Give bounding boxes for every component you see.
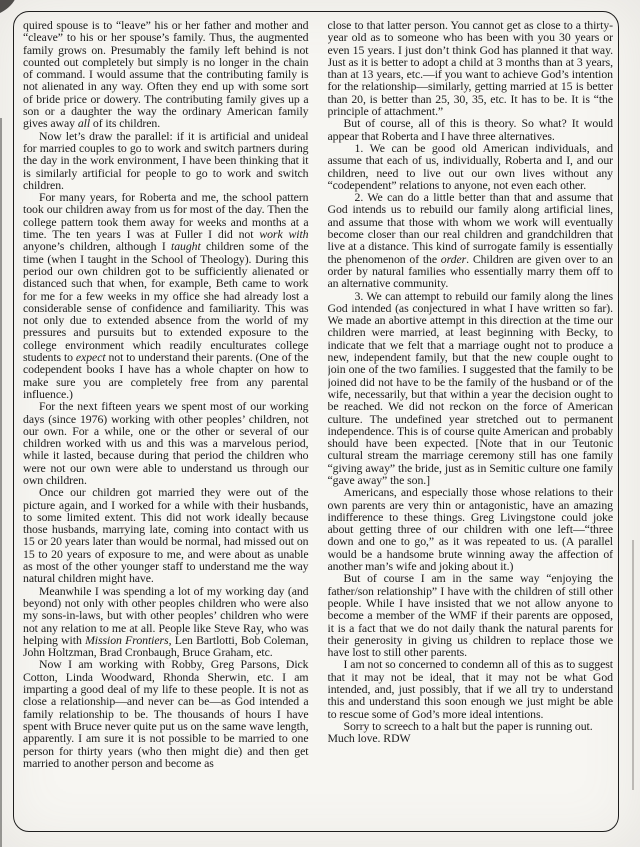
text-run: For many years, for Roberta and me, the school pattern took our children away from us for most of the day. Then the college pattern took them away for weeks and months at a time. The ten years I was at Fuller I did not <box>23 190 309 242</box>
paragraph <box>328 732 614 744</box>
text-run: not to understand their parents. (One of the codependent books I have has a whole chapter on how to make sure you are completely free from any parental influence.) <box>23 350 309 401</box>
text-run: But of course, all of this is theory. So what? It would appear that Roberta and I have three alternatives. <box>327 116 613 143</box>
paragraph <box>328 19 614 117</box>
text-run: For the next fifteen years we spent most of our working days (since 1976) working with other peoples’ children, not our own. For a while, one or the other or several of our children worked with us and this was a marvelous period, while it lasted, because during that period the children who were not our own were able to understand us through our own children. <box>23 399 309 487</box>
text-run: Once our children got married they were out of the picture again, and I worked for a while with their husbands, to some limited extent. This did not work ideally because those husbands, marrying late, coming into contact with us 15 or 20 years later than would be normal, had missed out on 15 to 20 years of exposure to me, and were about as unable as most of the other younger staff to understand me the way natural children might have. <box>23 485 309 586</box>
paragraph <box>23 191 309 400</box>
text-run: 1. We can be good old American individuals, and assume that each of us, individually, Roberta and I, and our children, need to live out our own lives without any “codependent” relations to anyone, not even each other. <box>327 140 613 192</box>
paragraph <box>328 142 614 191</box>
text-run: 3. We can attempt to rebuild our family along the lines God intended (as conjectured in what I have written so far). We made an abortive attempt in this direction at the time our children were married, at least beginning with Becky, to indicate that we felt that a marriage ought not to produce a new, independent family, but that the new couple ought to join one of the two families. I suggested that the family to be joined did not have to be the family of the husband or of the wife, necessarily, but that within a year the decision ought to be reached. We did not reckon on the force of American culture. The undefined year stretched out to permanent independence. This is of course quite American and probably should have been expected. [Note that in our Teutonic cultural stream the marriage ceremony still has one family “giving away” the bride, just as in Semitic culture one family “gave away” the son.] <box>327 288 613 487</box>
text-column-left <box>23 19 309 825</box>
paragraph <box>23 19 309 130</box>
text-run: anyone’s children, although I <box>23 239 172 254</box>
italic-text-run: expect <box>75 350 106 365</box>
paragraph <box>328 658 614 719</box>
scan-edge-artifact-right <box>632 540 634 790</box>
paragraph <box>23 486 309 584</box>
page-border-frame <box>13 11 619 832</box>
paragraph <box>23 130 309 191</box>
text-run: But of course I am in the same way “enjoying the father/son relationship” I have with the children of still other people. While I have insisted that we not allow anyone to become a member of the WMF if their parents are opposed, it is a fact that we do not daily thank the natural parents for their generosity in giving us children to replace those we have lost to still other parents. <box>327 571 613 660</box>
italic-text-run: all <box>77 116 91 131</box>
text-run: of its children. <box>90 116 161 131</box>
text-run: , Len Bartlotti, Bob Coleman, John Holtzman, Brad Cronbaugh, Bruce Graham, etc. <box>23 632 309 660</box>
text-run: Sorry to screech to a halt but the paper is running out. <box>343 718 593 733</box>
italic-text-run: Mission Frontiers <box>85 632 169 647</box>
paragraph <box>23 658 309 769</box>
text-run: Now I am working with Robby, Greg Parsons, Dick Cotton, Linda Woodward, Rhonda Sherwin, etc. I am imparting a good deal of my life to these people. It is not as close a relationship—and never can be—as God intended a family relationship to be. The thousands of hours I have spent with Bruce never quite put us on the same wave length, apparently. I am sure it is not possible to be married to one person for thirty years (who then might die) and then get married to another person and become as <box>23 657 309 770</box>
text-run: children some of the time (when I taught in the School of Theology). During this period our own children got to be sufficiently alienated or distanced such that when, for example, Beth came to work for me for a few weeks in my office she had already lost a considerable sense of confidence and familiarity. This was not only due to extended absence from the world of my pressures and pursuits but to extended exposure to the college environment which readily enculturates college students to <box>23 239 309 365</box>
text-run: Now let’s draw the parallel: if it is artificial and unideal for married couples to go to work and switch partners during the day in the work environment, I have been thinking that it is similarly artificial for people to go to work and switch children. <box>23 128 309 192</box>
paragraph <box>328 290 614 487</box>
paragraph <box>328 486 614 572</box>
italic-text-run: taught <box>171 239 201 254</box>
italic-text-run: work with <box>259 227 309 242</box>
italic-text-run: order <box>440 251 467 266</box>
text-run: Meanwhile I was spending a lot of my working day (and beyond) not only with other peoples children who were also my sons-in-laws, but with other peoples’ children who were not any relation to me at all. People like Steve Ray, who was helping with <box>23 583 309 647</box>
text-run: 2. We can do a little better than that and assume that God intends us to rebuild our family along artificial lines, and assume that those with whom we work will eventually become closer than our real children and grandchildren that live at a distance. This kind of surrogate family is essentially the phenomenon of the <box>327 190 613 266</box>
paragraph <box>23 585 309 659</box>
text-run: quired spouse is to “leave” his or her father and mother and “cleave” to his or her spouse’s family. Thus, the augmented family grows on. Presumably the family left behind is not counted out completely but simply is no longer in the chain of command. I would assume that the contributing family is not alienated in any way. Often they end up with some sort of bride price or dowery. The contributing family gives up a son or a daughter the way the ordinary American family gives away <box>23 19 309 131</box>
text-run: Much love. RDW <box>327 731 411 746</box>
text-run: . Children are given over to an order by natural families who essentially marry them off to an alternative community. <box>327 251 613 291</box>
text-column-right <box>328 19 614 825</box>
paragraph <box>23 400 309 486</box>
paragraph <box>328 191 614 289</box>
scan-edge-artifact-left <box>0 118 2 847</box>
paragraph <box>328 572 614 658</box>
text-run: close to that latter person. You cannot get as close to a thirty-year old as to someone who has been with you 30 years or even 15 years. I just don’t think God has planned it that way. Just as it is better to adopt a child at 3 months than at 3 years, than at 13 years, etc.—if you want to achieve God’s intention for the relationship—similarly, getting married at 15 is better than 20, is better than 25, 30, 35, etc. It has to be. It is “the principle of attachment.” <box>327 19 613 119</box>
text-run: I am not so concerned to condemn all of this as to suggest that it may not be ideal, that it may not be what God intended, and, just possibly, that if we all try to understand this and understand this soon enough we just might be able to rescue some of God’s more ideal intentions. <box>327 657 613 721</box>
paragraph <box>328 117 614 142</box>
text-run: Americans, and especially those whose relations to their own parents are very thin or antagonistic, have an amazing indifference to these things. Greg Livingstone could joke about getting three of our children with one left—“three down and one to go,” as it was repeated to us. (A parallel would be a handsome brute winning away the affection of another man’s wife and joking about it.) <box>327 485 613 574</box>
